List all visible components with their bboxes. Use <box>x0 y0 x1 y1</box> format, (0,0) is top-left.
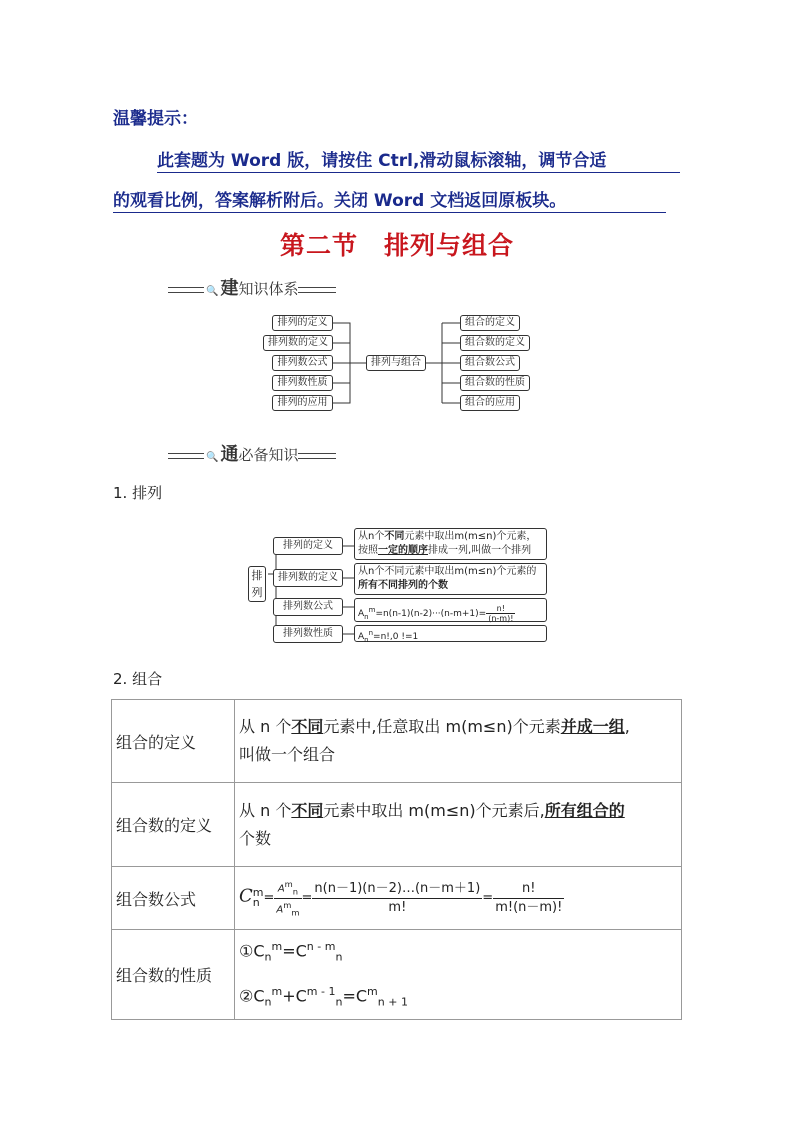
double-rule-left <box>168 287 204 293</box>
header-char: 建 <box>220 278 239 299</box>
perm-label-2: 排列数的定义 <box>273 569 343 587</box>
perm-desc-3: $A_n^m=n(n-1)(n-2)\cdot\cdot\cdot(n-m+1)=$ $\frac{n!}{(n-m)!}$ <box>354 598 547 622</box>
table-row <box>112 783 682 867</box>
double-rule-right <box>298 287 336 293</box>
table-row <box>112 867 682 930</box>
table-cell-value: 从 n 个不同元素中,任意取出 m(m≤n)个元素并成一组, 叫做一个组合 <box>235 700 682 783</box>
table-cell-label: 组合数公式 <box>112 867 235 930</box>
tip-line-2: 的观看比例，答案解析附后。关闭 Word 文档返回原板块。 <box>113 191 567 211</box>
comb-heading: 2. 组合 <box>113 670 163 688</box>
perm-desc-2: 从n个不同元素中取出m(m≤n)个元素的 所有不同排列的个数 <box>354 563 547 595</box>
table-cell-value: 从 n 个不同元素中取出 m(m≤n)个元素后,所有组合的 个数 <box>235 783 682 867</box>
table-cell-label: 组合数的性质 <box>112 930 235 1020</box>
mindmap-left-1: 排列的定义 <box>272 315 333 331</box>
perm-label-4: 排列数性质 <box>273 625 343 643</box>
mindmap-left-2: 排列数的定义 <box>263 335 333 351</box>
table-cell-label: 组合数的定义 <box>112 783 235 867</box>
perm-root: 排列 <box>248 566 266 602</box>
table-cell-label: 组合的定义 <box>112 700 235 783</box>
knowledge-system-header <box>168 274 336 300</box>
double-rule-right <box>298 453 336 459</box>
header-text: 知识体系 <box>238 280 299 298</box>
mindmap-left-4: 排列数性质 <box>272 375 333 391</box>
mindmap-right-5: 组合的应用 <box>460 395 520 411</box>
header-char: 通 <box>220 444 239 465</box>
section-title: 第二节 排列与组合 <box>279 231 514 260</box>
mindmap-right-3: 组合数公式 <box>460 355 520 371</box>
mindmap-center: 排列与组合 <box>366 355 426 371</box>
formula-frac-a: $\frac{A^m_n}{A^m_m}$ <box>276 879 300 917</box>
table-cell-value: $①C_n^m=C^{n - m}_n$ $②C_n^m+C^{m - 1}_n=C^m_{n + 1}$ <box>235 930 682 1020</box>
tip-line-1: 此套题为 Word 版，请按住 Ctrl,滑动鼠标滚轴，调节合适 <box>157 151 607 171</box>
perm-desc-4: $A_n^n=n!,0$ !=1 <box>354 625 547 642</box>
mindmap-left-5: 排列的应用 <box>272 395 333 411</box>
combination-table <box>111 699 682 1020</box>
magnifier-icon: 🔍 <box>206 286 219 297</box>
tip-underline-1 <box>157 172 680 173</box>
perm-label-3: 排列数公式 <box>273 598 343 616</box>
essential-knowledge-header <box>168 440 336 466</box>
perm-label-1: 排列的定义 <box>273 537 343 555</box>
tip-title: 温馨提示： <box>113 109 198 129</box>
perm-heading: 1. 排列 <box>113 484 163 502</box>
double-rule-left <box>168 453 204 459</box>
mindmap-right-2: 组合数的定义 <box>460 335 530 351</box>
perm-desc-1: 从n个不同元素中取出m(m≤n)个元素， 按照一定的顺序排成一列,叫做一个排列 <box>354 528 547 560</box>
tip-underline-2 <box>113 212 666 213</box>
table-row <box>112 930 682 1020</box>
table-row <box>112 700 682 783</box>
formula-frac-b: $\frac{n(n-1)(n-2)\dots(n-m+1)}{m!}$ <box>314 880 481 915</box>
table-cell-value: C m n = $\frac{A^m_n}{A^m_m}$ = $\frac{n(n-1)(n-2)\dots(n-m+1)}{m!}$ = $\frac{n!}{m!(n-m)!}$ <box>235 867 682 930</box>
formula-frac-c: $\frac{n!}{m!(n-m)!}$ <box>495 880 563 915</box>
magnifier-icon: 🔍 <box>206 452 219 463</box>
mindmap-right-4: 组合数的性质 <box>460 375 530 391</box>
mindmap-left-3: 排列数公式 <box>272 355 333 371</box>
perm-formula-fraction: $\frac{n!}{(n-m)!}$ <box>488 604 514 623</box>
mindmap-right-1: 组合的定义 <box>460 315 520 331</box>
header-text: 必备知识 <box>238 446 299 464</box>
